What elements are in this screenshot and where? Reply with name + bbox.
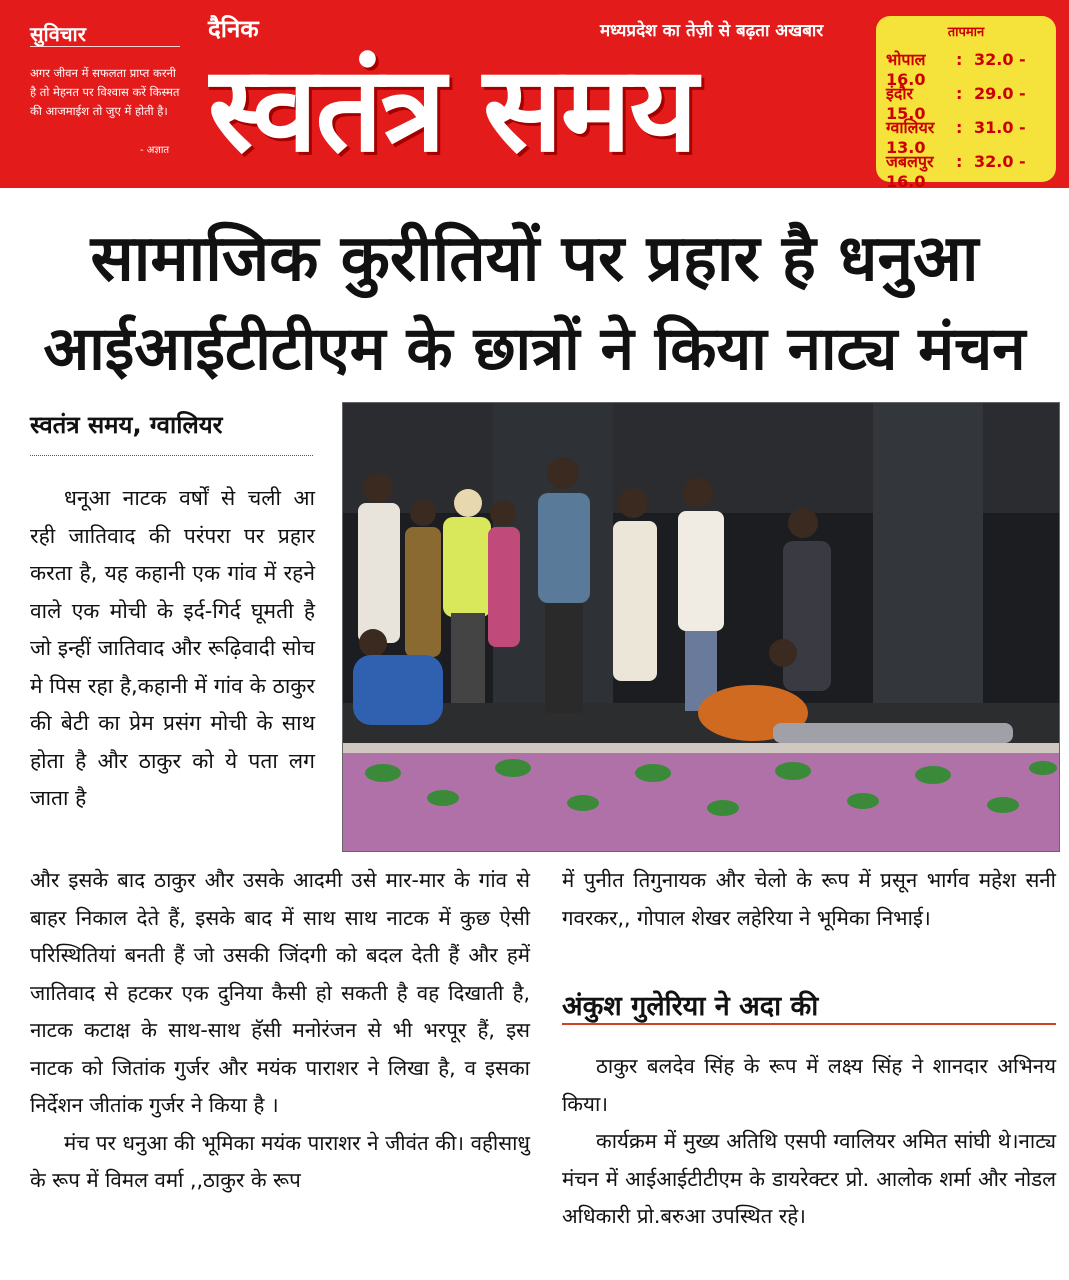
temperature-title: तापमान [947,25,985,40]
temperature-row: भोपाल : 32.0 - 16.0 [886,50,1026,89]
temperature-box [876,16,1056,191]
temperature-value: 32.0 - 16.0 [886,50,1026,89]
temperature-city: जबलपुर [886,152,934,171]
temperature-city: ग्वालियर [886,118,935,137]
article-column-left [30,480,315,818]
temperature-value: 29.0 - 15.0 [886,84,1026,123]
temperature-city: इंदौर [886,84,914,103]
temperature-row: इंदौर : 29.0 - 15.0 [886,84,1026,123]
headline: सामाजिक कुरीतियों पर प्रहार है धनुआ [90,222,979,296]
tagline: मध्यप्रदेश का तेज़ी से बढ़ता अखबार [600,21,824,41]
article-column-right-top [562,862,1056,937]
article-paragraph: और इसके बाद ठाकुर और उसके आदमी उसे मार-मार के गांव से बाहर निकाल देते हैं, इसके बाद में साथ साथ नाटक में कुछ ऐसी परिस्थितियां बनती हैं जो उसकी जिंदगी को बदल देती हैं और हमें जातिवाद से हटकर एक दुनिया कैसी हो सकती है वह दिखाती है, नाटक कटाक्ष के साथ-साथ हॅसी मनोरंजन से भी भरपूर हैं, इस नाटक को जितांक गुर्जर और मयंक पाराशर ने लिखा है, व इसका निर्देशन जीतांक गुर्जर ने किया है । [30,868,530,1117]
article-paragraph: मंच पर धनुआ की भूमिका मयंक पाराशर ने जीवंत की। वहीसाधु के रूप में विमल वर्मा ,,ठाकुर के रूप [30,1130,530,1192]
suvichar-title: सुविचार [30,22,86,46]
temperature-value: 32.0 - 16.0 [886,152,1026,191]
dainik-label: दैनिक [208,15,259,43]
temperature-row: ग्वालियर : 31.0 - 13.0 [886,118,1026,157]
article-photo [342,402,1060,852]
temperature-row: जबलपुर : 32.0 - 16.0 [886,152,1026,191]
temperature-value: 31.0 - 13.0 [886,118,1026,157]
suvichar-author: - अज्ञात [140,145,170,156]
section-subhead: अंकुश गुलेरिया ने अदा की [562,991,819,1022]
stage-photo-illustration [343,403,1059,851]
suvichar-text: अगर जीवन में सफलता प्राप्त करनी है तो मेहनत पर विश्वास करें किस्मत की आजमाईश तो जुए में होती है। [30,66,180,118]
subhead-divider [562,1023,1056,1025]
article-column-bottom-left [30,862,530,1200]
article-column-right-bottom [562,1048,1056,1236]
article-paragraph: धनूआ नाटक वर्षों से चली आ रही जातिवाद की परंपरा पर प्रहार करता है, यह कहानी एक गांव में रहने वाले एक मोची के इर्द-गिर्द घूमती है जो इन्हीं जातिवाद और रूढ़िवादी सोच मे पिस रहा है,कहानी में गांव के ठाकुर की बेटी का प्रेम प्रसंग मोची के साथ होता है और ठाकुर को ये पता लग जाता है [30,486,315,810]
dateline: स्वतंत्र समय, ग्वालियर [30,411,223,439]
masthead [0,0,1069,191]
article-paragraph: कार्यक्रम में मुख्य अतिथि एसपी ग्वालियर अमित सांघी थे।नाट्य मंचन में आईआईटीटीएम के डायरेक्टर प्रो. आलोक शर्मा और नोडल अधिकारी प्रो.बरुआ उपस्थित रहे। [562,1129,1056,1228]
article-paragraph: ठाकुर बलदेव सिंह के रूप में लक्ष्य सिंह ने शानदार अभिनय किया। [562,1054,1056,1116]
temperature-city: भोपाल [886,50,926,69]
subheadline: आईआईटीटीएम के छात्रों ने किया नाट्य मंचन [43,314,1026,384]
newspaper-logo: स्वतंत्र समय [208,40,696,178]
suvichar-divider [30,46,180,47]
article-paragraph: में पुनीत तिगुनायक और चेलो के रूप में प्रसून भार्गव महेश सनी गवरकर,, गोपाल शेखर लहेरिया ने भूमिका निभाई। [562,868,1056,930]
dateline-divider [30,455,313,456]
